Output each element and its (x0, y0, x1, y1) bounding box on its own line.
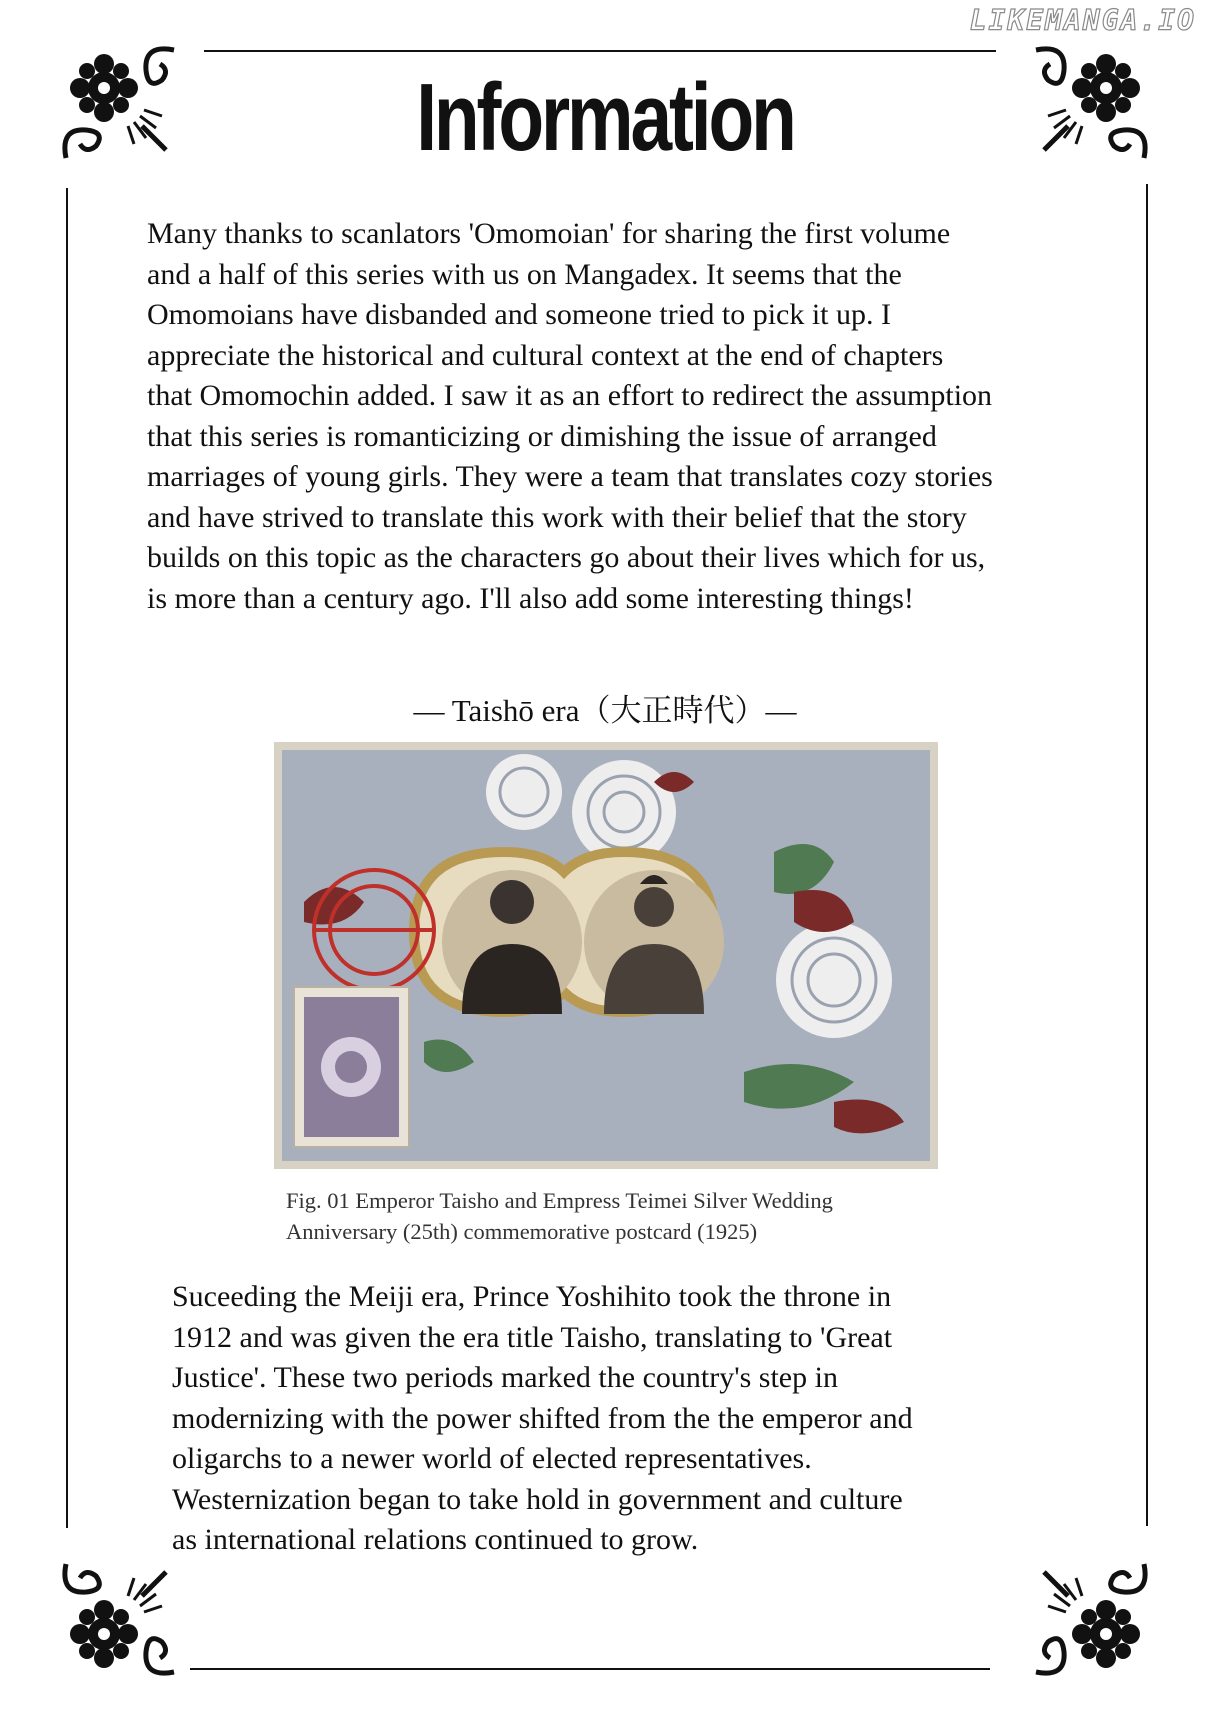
page-title: Information (416, 64, 794, 171)
frame-left-rule (66, 188, 68, 1528)
postage-stamp-icon (294, 987, 409, 1147)
postcard-image (274, 742, 938, 1169)
portrait-emperor (442, 870, 582, 1014)
intro-paragraph: Many thanks to scanlators 'Omomoian' for sharing the first volume and a half of this series with us on Mangadex. It seems that the Omomoians have disbanded and someone tried to pick it up. I appreciate the historical and cultural context at the end of chapters that Omomochin added. I saw it as an effort to redirect the assumption that this series is romanticizing or dimishing the issue of arranged marriages of young girls. They were a team that translates cozy stories and have strived to translate this work with their belief that the story builds on this topic as the characters go about their lives which for us, is more than a century ago. I'll also add some interesting things! (147, 217, 993, 615)
body-paragraph: Suceeding the Meiji era, Prince Yoshihito took the throne in 1912 and was given the era title Taisho, translating to 'Great Justice'. These two periods marked the country's step in modernizing with the power shifted from the the emperor and oligarchs to a newer world of elected representatives. Westernization began to take hold in government and culture as international relations continued to grow. (172, 1280, 913, 1556)
frame-bottom-rule (190, 1668, 990, 1670)
frame-top-rule (204, 50, 996, 52)
figure-caption: Fig. 01 Emperor Taisho and Empress Teimei Silver Wedding Anniversary (25th) commemorative postcard (1925) (286, 1188, 833, 1244)
section-heading: — Taishō era（大正時代）— (413, 693, 797, 728)
portrait-empress (584, 870, 724, 1014)
site-watermark: LIKEMANGA.IO (969, 4, 1196, 37)
corner-ornament-bottom-left-icon (56, 1552, 186, 1682)
corner-ornament-bottom-right-icon (1024, 1552, 1154, 1682)
frame-right-rule (1146, 184, 1148, 1526)
postmark-stamp-icon (314, 870, 434, 990)
